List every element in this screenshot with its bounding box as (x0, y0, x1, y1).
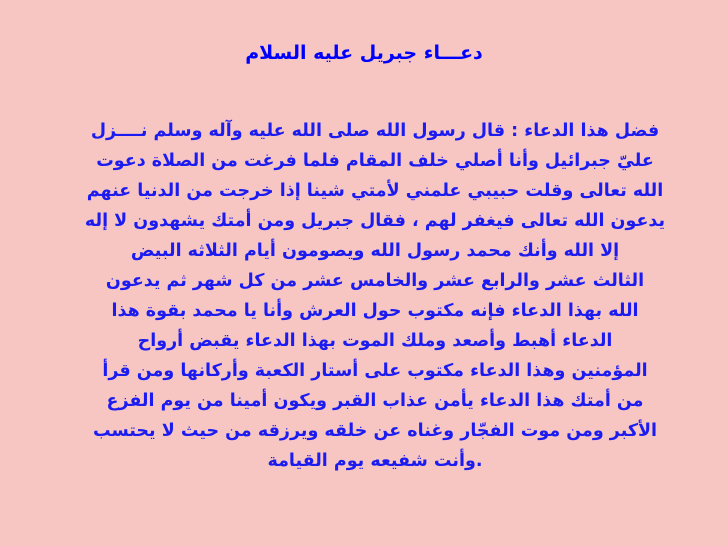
body-line-3: الله تعالى وقلت حبيبي علمني لأمتي شينا إذا خرجت من الدنيا عنهم (86, 181, 664, 201)
body-line-11: الأكبر ومن موت الفجّار وغناه عن خلقه ويرزقه من حيث لا يحتسب (92, 421, 658, 441)
body-line-1: فضل هذا الدعاء : قال رسول الله صلى الله عليه وآله وسلم نــــزل (90, 121, 660, 141)
body-line-5: إلا الله وأنك محمد رسول الله ويصومون أيام الثلاثه البيض (130, 241, 620, 261)
body-line-6: الثالث عشر والرابع عشر والخامس عشر من كل شهر ثم يدعون (105, 271, 645, 291)
body-text (66, 116, 684, 476)
body-line-12: .وأنت شفيعه يوم القيامة (267, 451, 483, 471)
body-line-9: المؤمنين وهذا الدعاء مكتوب على أستار الكعبة وأركانها ومن قرأ (102, 361, 648, 381)
slide-title: دعـــاء جبريل عليه السلام (245, 42, 483, 64)
body-line-10: من أمتك هذا الدعاء يأمن عذاب القبر ويكون أمينا من يوم الفزع (106, 391, 644, 411)
body-line-7: الله بهذا الدعاء فإنه مكتوب حول العرش وأنا يا محمد بقوة هذا (111, 301, 639, 321)
body-line-4: يدعون الله تعالى فيغفر لهم ، فقال جبريل ومن أمتك يشهدون لا إله (84, 211, 666, 231)
body-line-8: الدعاء أهبط وأصعد وملك الموت بهذا الدعاء يقبض أرواح (137, 331, 613, 351)
body-line-2: عليّ جبرائيل وأنا أصلي خلف المقام فلما فرغت من الصلاة دعوت (96, 151, 654, 171)
